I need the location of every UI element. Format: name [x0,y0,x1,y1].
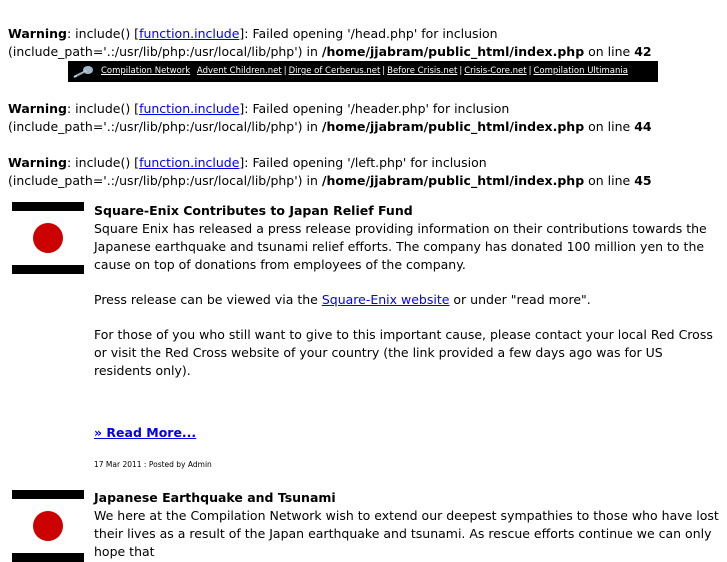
warning-path: /home/jjabram/public_html/index.php [321,119,585,134]
network-link-dirge-of-cerberus[interactable]: Dirge of Cerberus.net [288,66,381,76]
japan-flag-icon [12,490,84,562]
news-paragraph-3: For those of you who still want to give to this important cause, please contact your local Red Cross or visit the Red Cross website of your country (the link provided a few days ago was for US residents only). [94,327,713,378]
news-meta: 17 Mar 2011 : Posted by Admin [94,460,212,469]
meteor-logo-icon [73,64,95,78]
japan-flag-icon [12,202,84,274]
flag-sun [33,223,63,253]
news-item-2 [12,489,722,559]
news-paragraph-1: Square Enix has released a press release providing information on their contributions towards the Japanese earthquake and tsunami relief efforts. The company has donated 100 million yen to the cause on top of donations from employees of the company. [94,221,707,272]
network-link-crisis-core[interactable]: Crisis-Core.net [464,66,527,76]
warning-label: Warning [8,101,67,116]
php-warning-1: Warning: include() [function.include]: Failed opening '/head.php' for inclusion (include_path='.:/usr/lib/php:/usr/local/lib/php') in /home/jjabram/public_html/index.php on line 42 [8,26,652,59]
news-body [94,202,724,469]
warning-label: Warning [8,26,67,41]
news-title: Japanese Earthquake and Tsunami [94,490,336,505]
warning-line: 45 [634,173,652,188]
flag-sun [33,511,63,541]
function-include-link[interactable]: function.include [139,101,240,116]
warning-label: Warning [8,155,67,170]
news-paragraph-2: Press release can be viewed via the Square-Enix website or under "read more". [94,292,591,307]
square-enix-website-link[interactable]: Square-Enix website [321,292,450,307]
news-paragraph-1: We here at the Compilation Network wish to extend our deepest sympathies to those who have lost their lives as a result of the Japan earthquake and tsunami. As rescue efforts continue we can only hope that [94,508,719,559]
php-warning-3: Warning: include() [function.include]: Failed opening '/left.php' for inclusion (include_path='.:/usr/lib/php:/usr/local/lib/php') in /home/jjabram/public_html/index.php on line 45 [8,155,652,188]
function-include-link[interactable]: function.include [139,26,240,41]
news-title: Square-Enix Contributes to Japan Relief Fund [94,203,413,218]
news-item-1 [12,202,722,472]
php-warning-2: Warning: include() [function.include]: Failed opening '/header.php' for inclusion (include_path='.:/usr/lib/php:/usr/local/lib/php') in /home/jjabram/public_html/index.php on line 44 [8,101,652,134]
news-body [94,489,724,561]
network-link-before-crisis[interactable]: Before Crisis.net [387,66,458,76]
network-link-advent-children[interactable]: Advent Children.net [196,66,282,76]
function-include-link[interactable]: function.include [139,155,240,170]
warning-path: /home/jjabram/public_html/index.php [321,44,585,59]
network-bar: Compilation Network Advent Children.net | Dirge of Cerberus.net | Before Crisis.net | Crisis-Core.net | Compilation Ultimania [68,61,658,82]
network-link-compilation-ultimania[interactable]: Compilation Ultimania [533,66,628,76]
warning-path: /home/jjabram/public_html/index.php [321,173,585,188]
network-link-compilation-network[interactable]: Compilation Network [101,66,191,76]
warning-line: 44 [634,119,652,134]
warning-line: 42 [634,44,652,59]
read-more-link[interactable]: » Read More... [94,425,197,440]
